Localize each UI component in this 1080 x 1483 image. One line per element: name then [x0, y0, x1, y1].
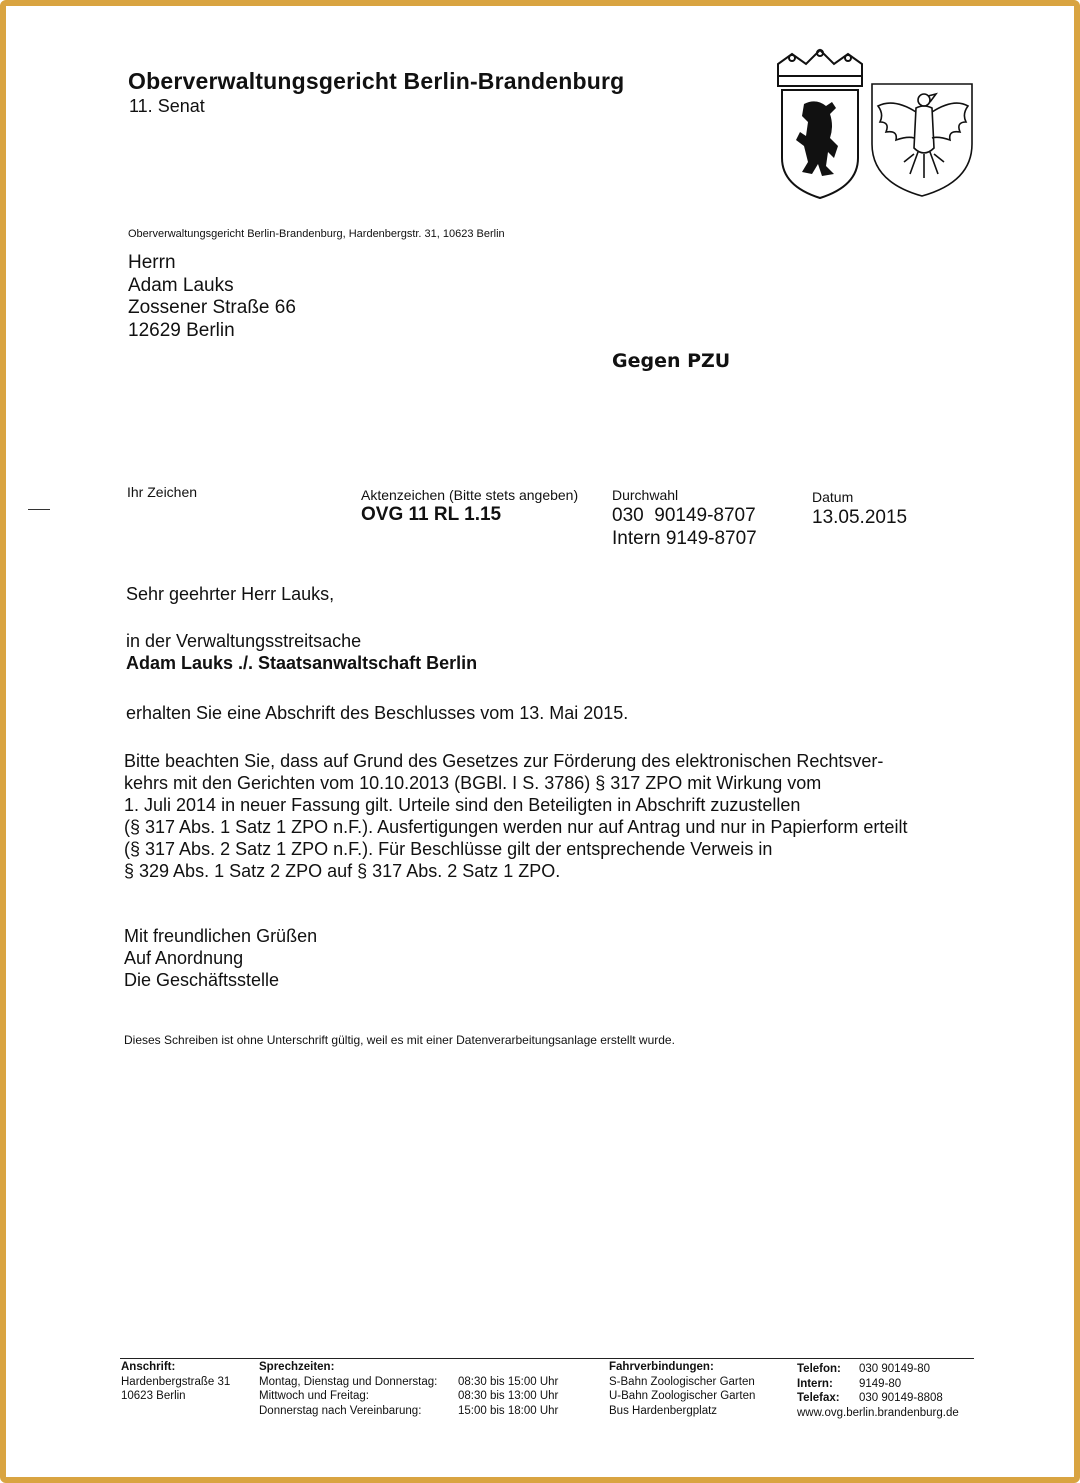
aktenzeichen-value: OVG 11 RL 1.15: [361, 504, 502, 525]
recipient-name: Adam Lauks: [128, 274, 234, 296]
footer-telefon-label: Telefon:: [797, 1363, 841, 1375]
recipient-address: [128, 252, 296, 342]
footer-fahrverbindungen: [609, 1360, 755, 1418]
closing-block: [124, 925, 317, 991]
footer-divider: [120, 1358, 974, 1359]
recipient-salutation: Herrn: [128, 252, 176, 273]
ihr-zeichen-label: Ihr Zeichen: [127, 484, 198, 500]
durchwahl-value: 030 90149-8707: [612, 505, 756, 526]
closing-line: Mit freundlichen Grüßen: [124, 926, 318, 946]
footer-sprechzeiten-time: 08:30 bis 13:00 Uhr: [458, 1390, 559, 1402]
brandenburg-eagle-crest-icon: [868, 78, 976, 200]
footer-fahrverbindung: S-Bahn Zoologischer Garten: [609, 1375, 755, 1388]
paragraph-line: Bitte beachten Sie, dass auf Grund des Gesetzes zur Förderung des elektronischen Rechtsver-: [124, 751, 884, 771]
closing-line: Die Geschäftsstelle: [124, 970, 280, 990]
footer-kontakt: [797, 1362, 959, 1420]
return-address: Oberverwaltungsgericht Berlin-Brandenburg, Hardenbergstr. 31, 10623 Berlin: [128, 228, 505, 240]
footer-website: www.ovg.berlin.brandenburg.de: [797, 1406, 959, 1419]
recipient-street: Zossener Straße 66: [128, 297, 296, 318]
handwritten-note: Gegen PZU: [612, 350, 731, 372]
fold-mark: [28, 509, 50, 510]
matter-parties: Adam Lauks ./. Staatsanwaltschaft Berlin: [126, 653, 478, 673]
greeting: Sehr geehrter Herr Lauks,: [126, 584, 335, 604]
court-name: Oberverwaltungsgericht Berlin-Brandenburg: [128, 68, 625, 94]
datum-value: 13.05.2015: [812, 507, 908, 528]
paragraph-line: (§ 317 Abs. 2 Satz 1 ZPO n.F.). Für Beschlüsse gilt der entsprechende Verweis in: [124, 839, 773, 859]
footer-fahrverbindungen-label: Fahrverbindungen:: [609, 1361, 714, 1373]
footer-sprechzeiten-label: Sprechzeiten:: [259, 1361, 335, 1373]
footer-sprechzeiten-day: Donnerstag nach Vereinbarung:: [259, 1404, 422, 1417]
footer-sprechzeiten: [259, 1360, 437, 1418]
aktenzeichen-label: Aktenzeichen (Bitte stets angeben): [361, 487, 579, 503]
paragraph-line: § 329 Abs. 1 Satz 2 ZPO auf § 317 Abs. 2 Satz 1 ZPO.: [124, 861, 561, 881]
paragraph-line: kehrs mit den Gerichten vom 10.10.2013 (BGBl. I S. 3786) § 317 ZPO mit Wirkung vom: [124, 773, 822, 793]
recipient-city: 12629 Berlin: [128, 319, 235, 341]
paragraph-line: (§ 317 Abs. 1 Satz 1 ZPO n.F.). Ausfertigungen werden nur auf Antrag und nur in Papierform erteilt: [124, 817, 908, 837]
footer-sprechzeiten-time: 15:00 bis 18:00 Uhr: [458, 1404, 559, 1417]
footer-sprechzeiten-day: Mittwoch und Freitag:: [259, 1390, 369, 1402]
footer-anschrift-line: Hardenbergstraße 31: [121, 1375, 231, 1388]
matter-intro: in der Verwaltungsstreitsache: [126, 631, 362, 651]
intern-value: Intern 9149-8707: [612, 528, 757, 549]
footer-fahrverbindung: U-Bahn Zoologischer Garten: [609, 1390, 756, 1402]
footer-sprechzeiten-times: [458, 1375, 558, 1419]
footer-anschrift-label: Anschrift:: [121, 1361, 176, 1373]
senate-name: 11. Senat: [129, 96, 205, 116]
footer-intern-label: Intern:: [797, 1377, 833, 1390]
footer-anschrift: [121, 1360, 230, 1404]
footer-telefax-label: Telefax:: [797, 1392, 840, 1404]
durchwahl-label: Durchwahl: [612, 487, 679, 503]
signature-note: Dieses Schreiben ist ohne Unterschrift gültig, weil es mit einer Datenverarbeitungsanlage erstellt wurde.: [124, 1033, 675, 1047]
berlin-bear-crest-icon: [770, 46, 870, 202]
received-sentence: erhalten Sie eine Abschrift des Beschlusses vom 13. Mai 2015.: [126, 703, 629, 723]
footer-intern: 9149-80: [859, 1377, 902, 1390]
notice-paragraph: [124, 750, 907, 882]
footer-telefon: 030 90149-80: [859, 1363, 930, 1375]
footer-telefax: 030 90149-8808: [859, 1392, 943, 1404]
datum-label: Datum: [812, 489, 854, 505]
footer-sprechzeiten-day: Montag, Dienstag und Donnerstag:: [259, 1375, 438, 1388]
paragraph-line: 1. Juli 2014 in neuer Fassung gilt. Urteile sind den Beteiligten in Abschrift zuzustellen: [124, 795, 801, 815]
footer-anschrift-line: 10623 Berlin: [121, 1390, 186, 1402]
closing-line: Auf Anordnung: [124, 948, 244, 968]
footer-fahrverbindung: Bus Hardenbergplatz: [609, 1404, 718, 1417]
footer-sprechzeiten-time: 08:30 bis 15:00 Uhr: [458, 1375, 559, 1388]
